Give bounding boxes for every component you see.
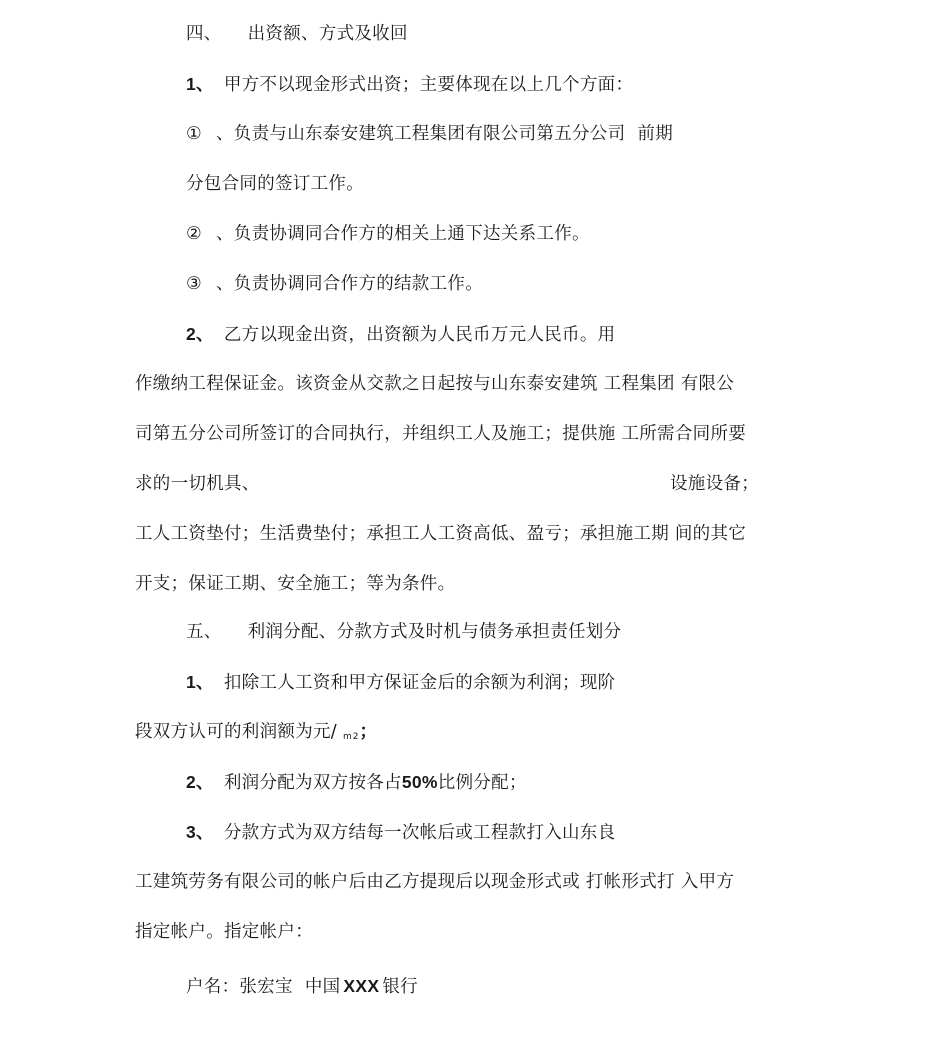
item-text: 扣除工人工资和甲方保证金后的余额为利润；现阶 bbox=[223, 673, 616, 693]
item-number: 1、 bbox=[186, 74, 214, 94]
sub-item-text: 、负责协调同合作方的相关上通下达关系工作。 bbox=[216, 224, 590, 244]
sub-item-3 bbox=[186, 272, 483, 296]
section-5-number: 五、 bbox=[186, 622, 222, 642]
item-2-continuation-2: 司第五分公司所签订的合同执行，并组织工人及施工；提供施 工所需合同所要 bbox=[135, 424, 747, 444]
sub-item-1-continuation: 分包合同的签订工作。 bbox=[186, 174, 364, 194]
item-number: 2、 bbox=[186, 772, 214, 792]
section-5-item-3 bbox=[186, 820, 615, 845]
sub-item-2 bbox=[186, 222, 590, 246]
section-4-heading bbox=[186, 22, 408, 46]
sub-item-1 bbox=[186, 122, 673, 146]
item-5-1-continuation bbox=[135, 720, 377, 749]
item-2-continuation-4: 工人工资垫付；生活费垫付；承担工人工资高低、盈亏；承担施工期 间的其它 bbox=[135, 524, 747, 544]
circled-three-marker: ③ bbox=[186, 274, 202, 294]
sub-item-text: 、负责与山东泰安建筑工程集团有限公司第五分公司 bbox=[216, 124, 626, 144]
percentage: 50% bbox=[401, 772, 438, 792]
bank-name-placeholder: XXX bbox=[343, 976, 380, 996]
item-2-continuation-1: 作缴纳工程保证金。该资金从交款之日起按与山东泰安建筑 工程集团 有限公 bbox=[135, 374, 735, 394]
sub-item-text: 、负责协调同合作方的结款工作。 bbox=[216, 274, 483, 294]
item-2-continuation-3 bbox=[135, 472, 775, 496]
item-5-3-continuation-1: 工建筑劳务有限公司的帐户后由乙方提现后以现金形式或 打帐形式打 入甲方 bbox=[135, 872, 735, 892]
section-5-heading bbox=[186, 620, 621, 644]
account-holder: 户名：张宏宝 bbox=[186, 977, 293, 997]
unit-square-meter: m2 bbox=[343, 732, 360, 742]
section-5-item-1 bbox=[186, 670, 615, 695]
item-text-a: 利润分配为双方按各占 bbox=[223, 773, 402, 793]
section-5-item-2 bbox=[186, 770, 527, 795]
item-5-3-continuation-2: 指定帐户。指定帐户： bbox=[135, 922, 313, 942]
item-text: 甲方不以现金形式出资；主要体现在以上几个方面： bbox=[223, 75, 634, 95]
bank-name-a: 中国 bbox=[304, 977, 341, 997]
account-info bbox=[186, 974, 418, 999]
circled-two-marker: ② bbox=[186, 224, 202, 244]
continuation-end: ； bbox=[359, 722, 378, 742]
continuation-text: 段双方认可的利润额为元/ bbox=[135, 722, 337, 742]
continuation-text-right: 设施设备； bbox=[670, 474, 759, 494]
section-4-item-2 bbox=[186, 322, 615, 347]
item-2-continuation-5: 开支；保证工期、安全施工；等为条件。 bbox=[135, 574, 456, 594]
section-4-number: 四、 bbox=[186, 24, 222, 44]
item-number: 1、 bbox=[186, 672, 214, 692]
section-4-title: 出资额、方式及收回 bbox=[247, 24, 408, 44]
item-text: 分款方式为双方结每一次帐后或工程款打入山东良 bbox=[223, 823, 616, 843]
sub-item-text-tail: 前期 bbox=[637, 124, 674, 144]
continuation-text-left: 求的一切机具、 bbox=[135, 474, 260, 494]
bank-name-b: 银行 bbox=[382, 977, 418, 997]
circled-one-marker: ① bbox=[186, 124, 202, 144]
item-number: 2、 bbox=[186, 324, 214, 344]
item-text-b: 比例分配； bbox=[437, 773, 527, 793]
item-text: 乙方以现金出资，出资额为人民币万元人民币。用 bbox=[223, 325, 616, 345]
section-5-title: 利润分配、分款方式及时机与债务承担责任划分 bbox=[247, 622, 622, 642]
section-4-item-1 bbox=[186, 72, 633, 97]
item-number: 3、 bbox=[186, 822, 214, 842]
